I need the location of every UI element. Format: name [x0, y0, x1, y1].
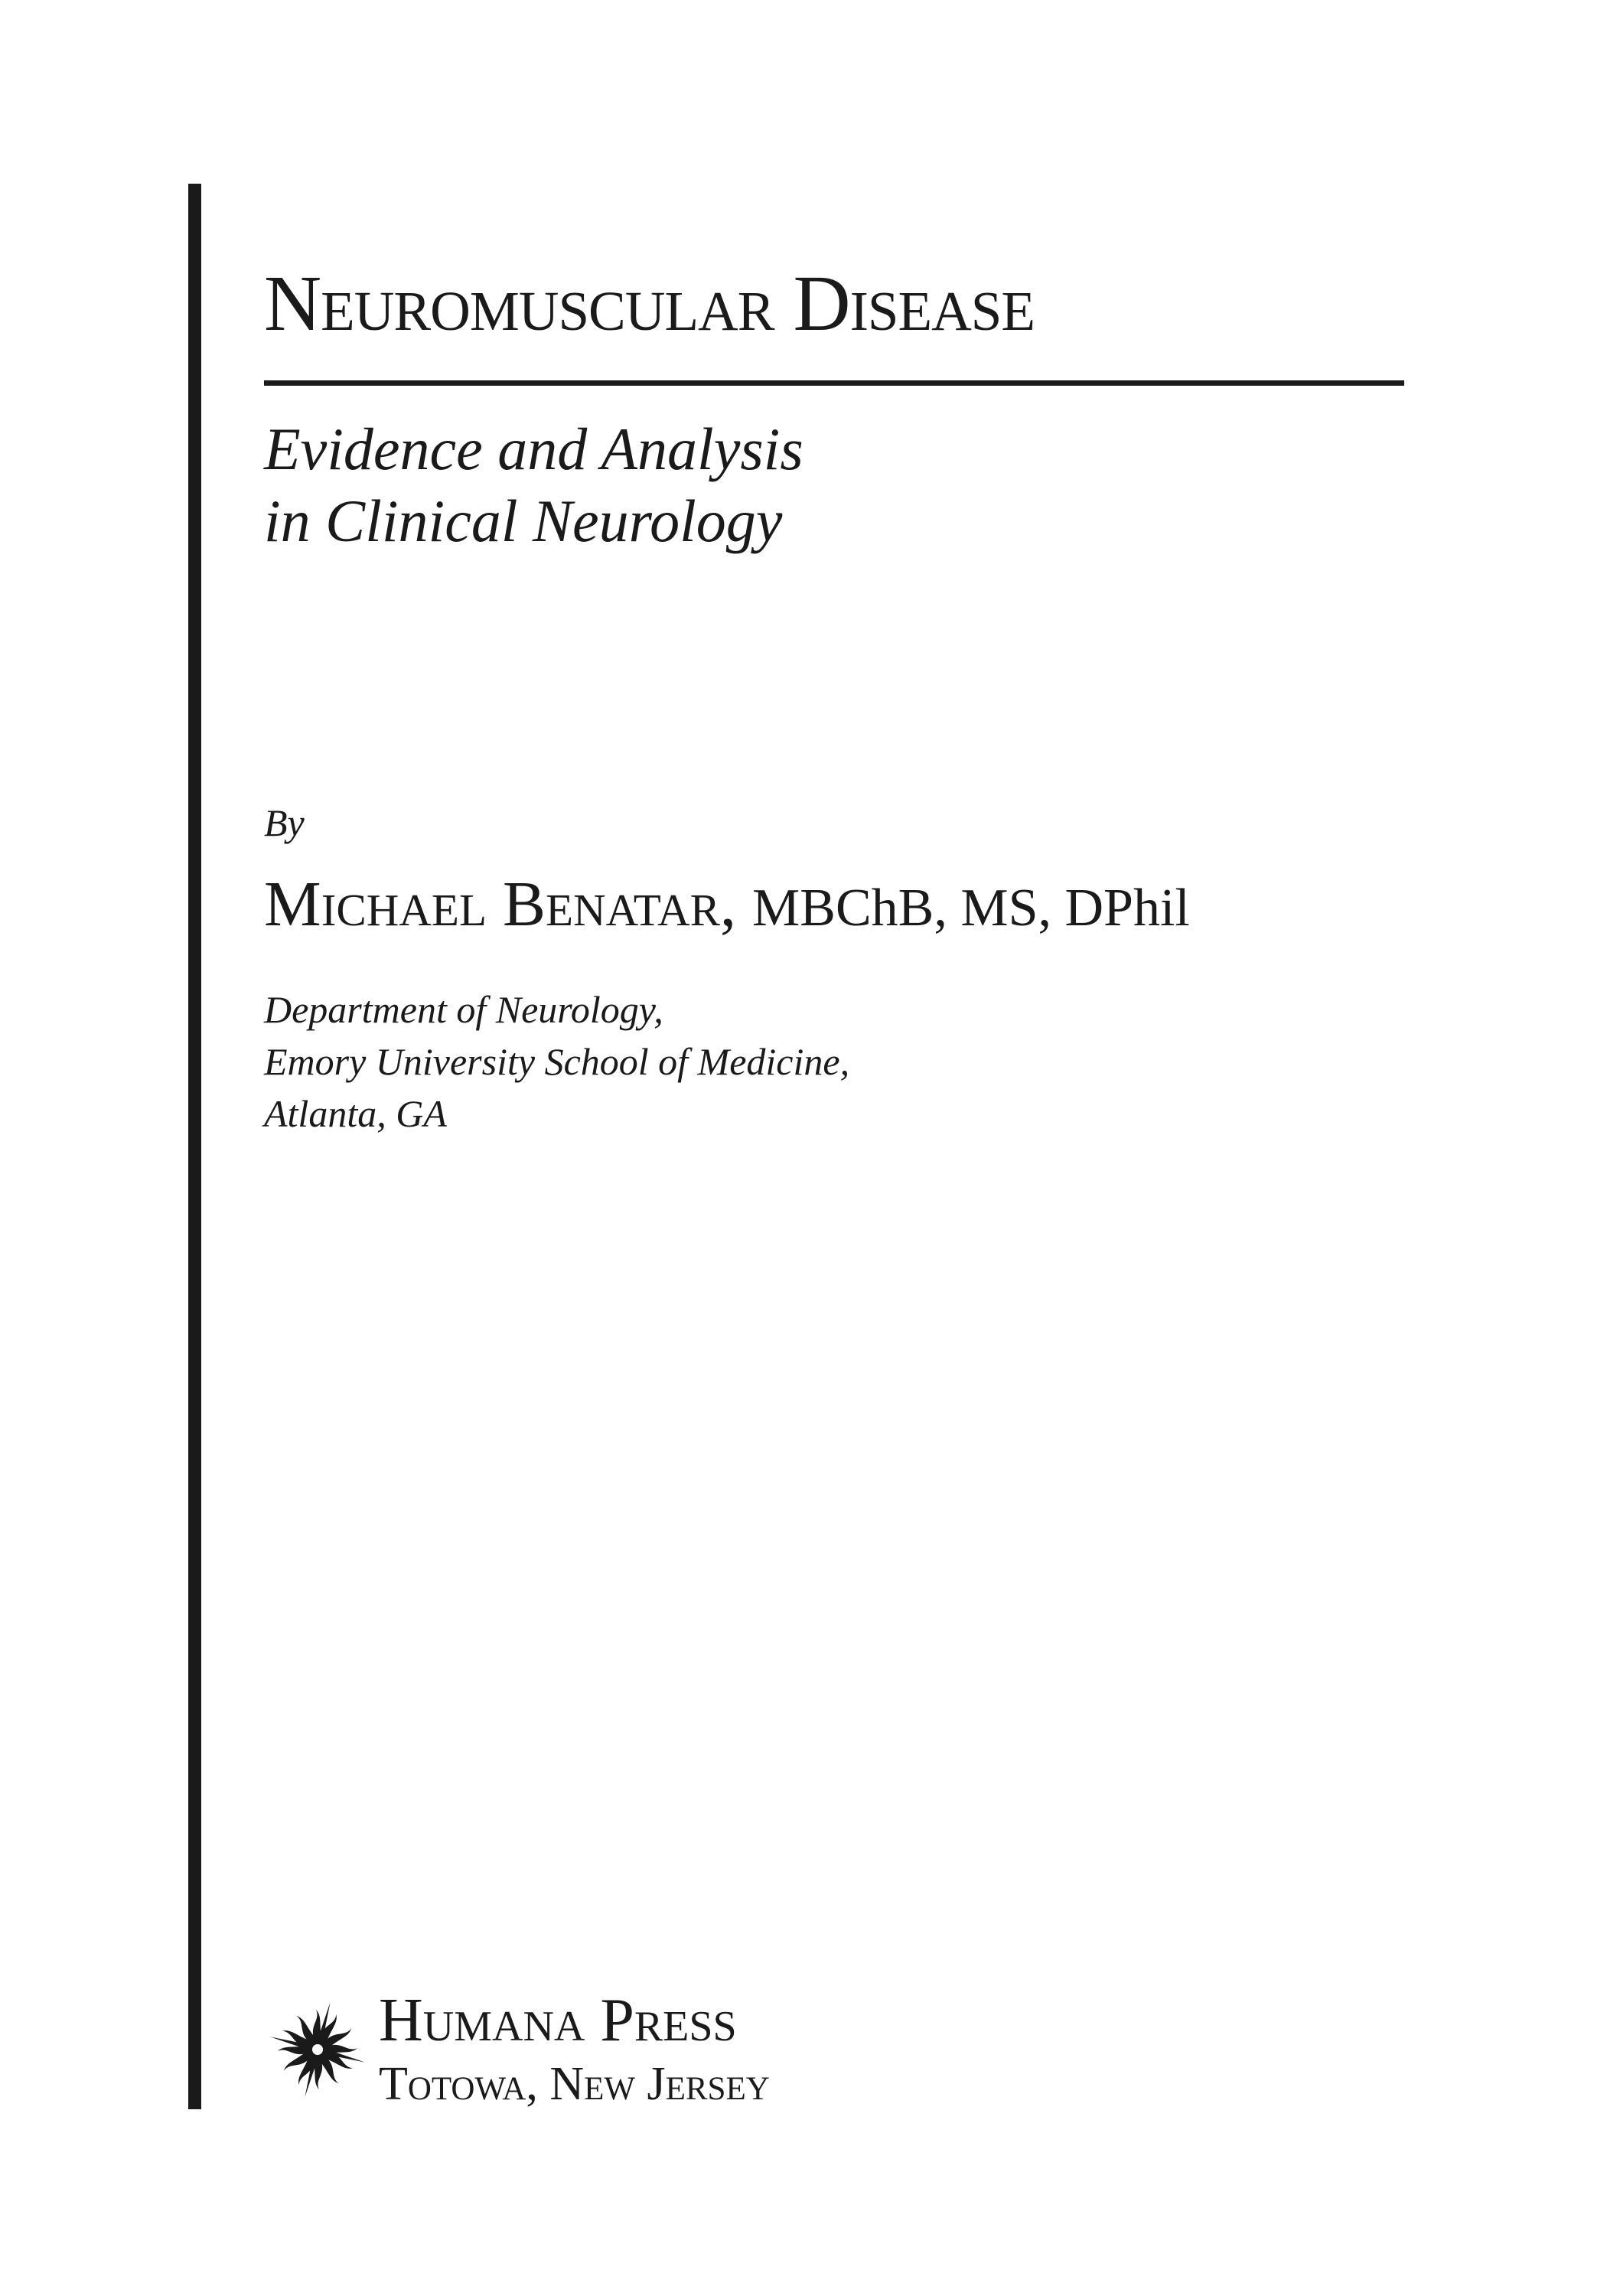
title-divider [264, 380, 1404, 386]
author-affiliation [264, 983, 849, 1140]
author-degrees: MBChB, MS, DPhil [752, 879, 1190, 938]
affiliation-line: Atlanta, GA [264, 1092, 447, 1135]
subtitle-line: in Clinical Neurology [264, 488, 783, 554]
affiliation-line: Department of Neurology, [264, 988, 663, 1031]
publisher-block [264, 1987, 953, 2110]
sunburst-logo-icon [264, 1996, 371, 2103]
vertical-rule [188, 184, 201, 2109]
publisher-location: Totowa, New Jersey [379, 2058, 770, 2110]
author-line [264, 869, 1190, 940]
publisher-name: Humana Press [379, 1987, 737, 2054]
book-subtitle [264, 413, 804, 557]
by-label: By [264, 801, 305, 844]
book-title: Neuromuscular Disease [264, 259, 1035, 347]
author-name: Michael Benatar, [264, 869, 737, 940]
affiliation-line: Emory University School of Medicine, [264, 1040, 850, 1083]
subtitle-line: Evidence and Analysis [264, 416, 804, 482]
